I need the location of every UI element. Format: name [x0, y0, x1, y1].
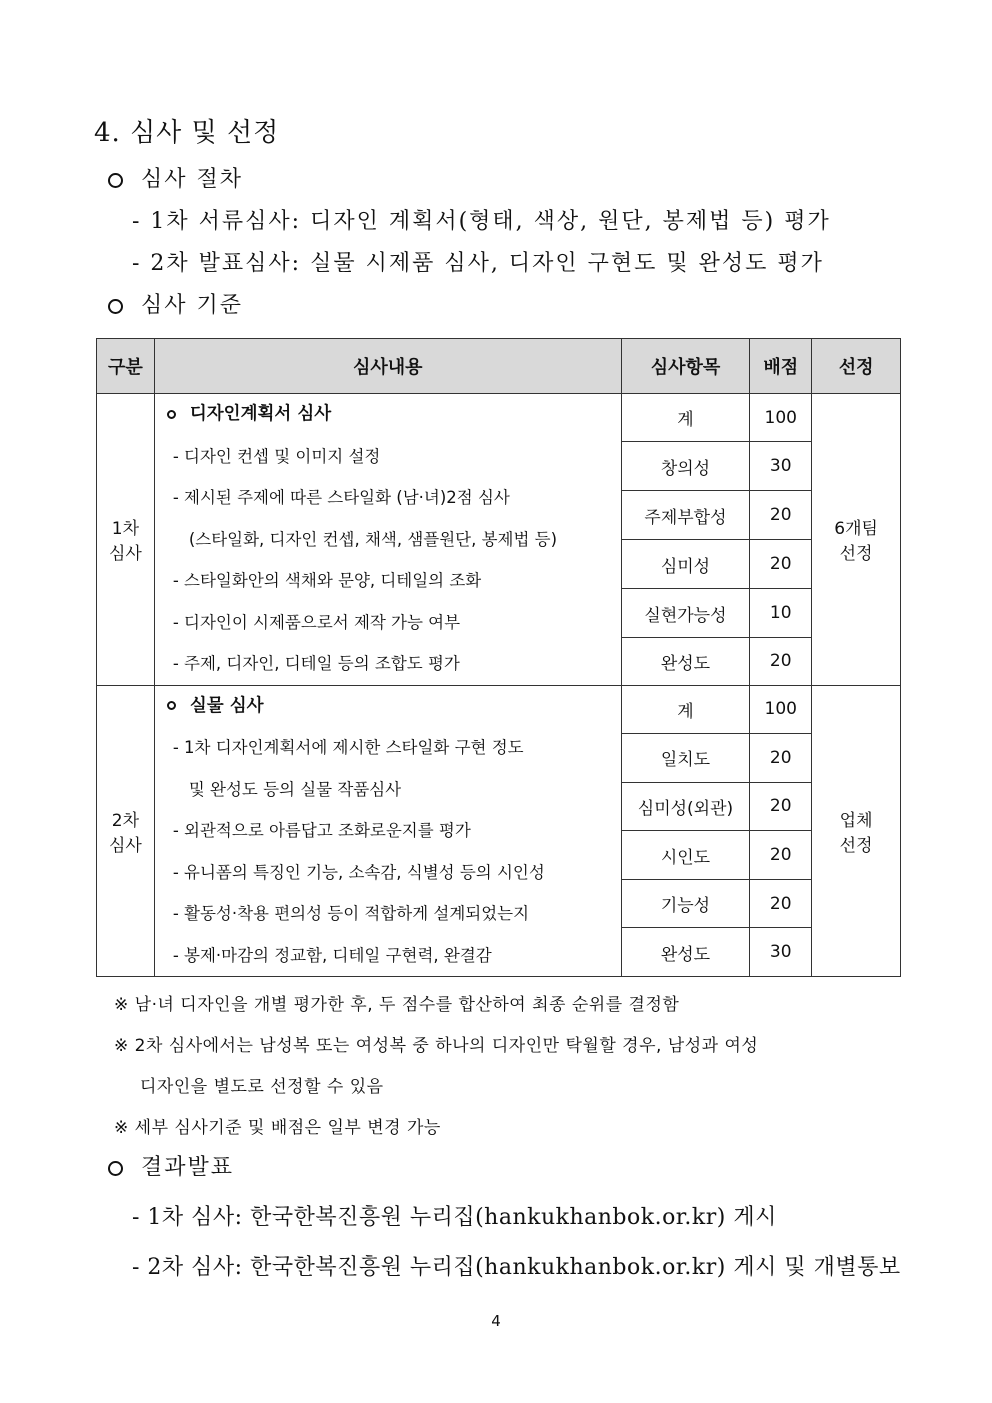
item-name: 심미성(외관): [621, 782, 750, 831]
header-score: 배점: [750, 339, 812, 394]
item-name: 일치도: [621, 734, 750, 783]
content-line: 및 완성도 등의 실물 작품심사: [188, 779, 402, 799]
selection-line: 선정: [839, 835, 873, 856]
note-1: ※ 남·녀 디자인을 개별 평가한 후, 두 점수를 합산하여 최종 순위를 결정함: [114, 995, 680, 1015]
round-label-line: 심사: [109, 835, 142, 856]
item-name: 완성도: [621, 928, 750, 977]
item-name: 계: [621, 394, 750, 442]
selection-line: 업체: [839, 810, 873, 831]
item-name: 주제부합성: [621, 491, 750, 540]
header-category: 구분: [97, 339, 155, 394]
criteria-table: [96, 338, 901, 977]
round-label-line: 심사: [109, 544, 142, 565]
item-name: 기능성: [621, 879, 750, 928]
content-line: - 유니폼의 특징인 기능, 소속감, 식별성 등의 시인성: [172, 862, 545, 882]
item-score: 100: [750, 394, 812, 442]
header-selection: 선정: [812, 339, 901, 394]
circle-bullet-icon: [108, 1161, 123, 1176]
circle-bullet-icon: [108, 173, 123, 188]
content-line: - 제시된 주제에 따른 스타일화 (남·녀)2점 심사: [172, 488, 510, 507]
item-name: 심미성: [621, 540, 750, 589]
item-score: 100: [750, 685, 812, 734]
round-1-selection: [812, 394, 901, 686]
content-line: - 1차 디자인계획서에 제시한 스타일화 구현 정도: [172, 738, 524, 757]
circle-bullet-icon: [108, 299, 123, 314]
item-score: 20: [750, 879, 812, 928]
criteria-heading: [108, 288, 243, 319]
round-label-line: 2차: [111, 810, 140, 831]
note-3: ※ 세부 심사기준 및 배점은 일부 변경 가능: [114, 1118, 441, 1138]
procedure-heading-text: 심사 절차: [141, 167, 244, 192]
note-2-continued: 디자인을 별도로 선정할 수 있음: [140, 1077, 384, 1097]
content-line: - 주제, 디자인, 디테일 등의 조합도 평가: [172, 654, 460, 673]
procedure-heading: [108, 162, 243, 193]
content-title: [167, 394, 621, 436]
round-1-label: [97, 394, 155, 686]
content-line: - 활동성·착용 편의성 등이 적합하게 설계되었는지: [172, 904, 530, 923]
round-2-label: [97, 685, 155, 977]
content-line: - 디자인 컨셉 및 이미지 설정: [172, 446, 381, 466]
table-row: [97, 685, 901, 734]
section-title: 4. 심사 및 선정: [94, 118, 280, 148]
note-2: ※ 2차 심사에서는 남성복 또는 여성복 중 하나의 디자인만 탁월할 경우, 남성과 여성: [114, 1036, 759, 1056]
content-title: [167, 686, 621, 728]
header-item: 심사항목: [621, 339, 750, 394]
round-2-content: [154, 685, 621, 977]
results-item-2: - 2차 심사: 한국한복진흥원 누리집(hankukhanbok.or.kr) 게시 및 개별통보: [132, 1255, 901, 1280]
item-score: 20: [750, 540, 812, 589]
item-score: 20: [750, 831, 812, 880]
results-heading-text: 결과발표: [141, 1155, 235, 1180]
selection-line: 6개팀: [834, 519, 878, 540]
item-score: 20: [750, 782, 812, 831]
item-name: 완성도: [621, 638, 750, 685]
item-score: 20: [750, 638, 812, 685]
criteria-heading-text: 심사 기준: [141, 293, 244, 318]
content-line: - 봉제·마감의 정교함, 디테일 구현력, 완결감: [172, 945, 492, 965]
content-title-text: 실물 심사: [189, 695, 264, 716]
round-label-line: 1차: [111, 519, 140, 540]
content-line: - 스타일화안의 색채와 문양, 디테일의 조화: [172, 571, 482, 590]
procedure-item-1: - 1차 서류심사: 디자인 계획서(형태, 색상, 원단, 봉제법 등) 평가: [132, 209, 831, 234]
procedure-item-2: - 2차 발표심사: 실물 시제품 심사, 디자인 구현도 및 완성도 평가: [132, 251, 824, 276]
round-2-selection: [812, 685, 901, 977]
table-header-row: [97, 339, 901, 394]
content-line: - 디자인이 시제품으로서 제작 가능 여부: [172, 612, 461, 632]
page-number: 4: [491, 1312, 501, 1330]
results-item-1: - 1차 심사: 한국한복진흥원 누리집(hankukhanbok.or.kr) 게시: [132, 1205, 777, 1230]
item-name: 창의성: [621, 442, 750, 491]
table-row: [97, 394, 901, 442]
content-line: - 외관적으로 아름답고 조화로운지를 평가: [172, 821, 471, 840]
results-heading: [108, 1150, 234, 1181]
round-1-content: [154, 394, 621, 686]
circle-bullet-icon: [167, 410, 176, 419]
content-title-text: 디자인계획서 심사: [189, 404, 332, 424]
item-score: 20: [750, 734, 812, 783]
item-score: 30: [750, 442, 812, 491]
item-score: 20: [750, 491, 812, 540]
circle-bullet-icon: [167, 701, 176, 710]
item-score: 10: [750, 589, 812, 638]
item-score: 30: [750, 928, 812, 977]
selection-line: 선정: [839, 544, 873, 565]
content-line: (스타일화, 디자인 컨셉, 채색, 샘플원단, 봉제법 등): [188, 529, 558, 549]
header-content: 심사내용: [154, 339, 621, 394]
item-name: 실현가능성: [621, 589, 750, 638]
item-name: 시인도: [621, 831, 750, 880]
item-name: 계: [621, 685, 750, 734]
